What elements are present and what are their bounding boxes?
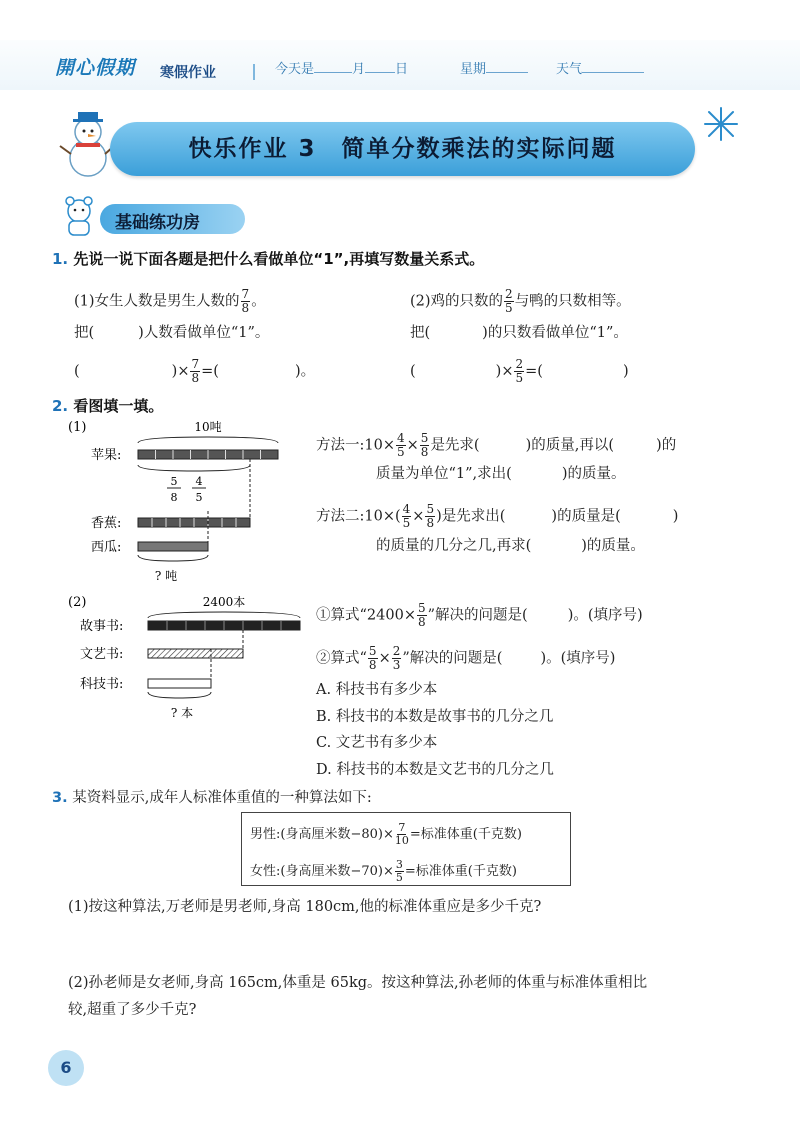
statement-1 (316, 602, 643, 629)
numerator: 4 (397, 431, 405, 445)
bear-icon (57, 193, 102, 238)
text: 男性:(身高厘米数−80)× (250, 827, 394, 842)
total-label: 10吨 (194, 420, 222, 434)
q1-part1-line3 (74, 358, 315, 385)
apple-bar (138, 450, 278, 459)
statement-2 (316, 645, 615, 672)
fraction (368, 645, 378, 672)
denominator: 8 (417, 615, 426, 629)
male-formula (250, 822, 522, 847)
header-subtitle: 寒假作业 (160, 65, 216, 81)
text: ) (622, 363, 629, 380)
text: 方法一:10× (316, 437, 395, 454)
q3-part2-line2: 较,超重了多少千克? (68, 1002, 197, 1018)
denominator: 3 (392, 658, 401, 672)
text: =标准体重(千克数) (404, 864, 517, 879)
snowflake-icon (703, 106, 739, 142)
text: ①算式“2400× (316, 607, 416, 624)
weather-field (556, 58, 644, 77)
denominator: 5 (395, 871, 403, 884)
day-blank[interactable] (365, 60, 395, 73)
text: )。(填序号) (567, 607, 643, 624)
text: × (412, 508, 425, 525)
text: )是先求出( (436, 508, 506, 525)
text: )的 (656, 437, 677, 454)
option-b: B. 科技书的本数是故事书的几分之几 (316, 709, 554, 725)
weather-label: 天气 (556, 62, 583, 77)
text: 女性:(身高厘米数−70)× (250, 864, 394, 879)
diagram-2 (66, 590, 306, 725)
female-formula (250, 859, 517, 884)
page-title: 快乐作业 3 简单分数乘法的实际问题 (188, 136, 617, 162)
unknown-label: ? 吨 (154, 569, 178, 583)
text: ”解决的问题是( (427, 607, 528, 624)
q3-number: 3. (52, 790, 68, 806)
numerator: 2 (515, 357, 524, 371)
q1-part2-line2 (410, 326, 628, 341)
fraction (402, 503, 412, 530)
fraction (396, 432, 406, 459)
fraction (504, 288, 514, 315)
q1-p1-post: 。 (251, 293, 266, 310)
text: 把( (74, 325, 95, 341)
text: )的质量。 (581, 538, 645, 554)
q3-text: 某资料显示,成年人标准体重值的一种算法如下: (72, 790, 372, 806)
numerator: 7 (241, 287, 250, 301)
q1-text: 先说一说下面各题是把什么看做单位“1”,再填写数量关系式。 (73, 250, 485, 268)
banana-bar (138, 518, 250, 527)
method2-line1 (316, 503, 678, 530)
fraction (514, 358, 524, 385)
numerator: 3 (395, 858, 403, 871)
header-divider (253, 64, 255, 80)
row-label: 香蕉: (91, 516, 122, 531)
story-books-bar (148, 621, 300, 630)
row-label: 文艺书: (80, 647, 124, 662)
text: )的质量。 (561, 466, 626, 482)
date-label: 今天是 (275, 62, 315, 77)
numerator: 2 (392, 644, 401, 658)
numerator: 5 (368, 644, 377, 658)
text: 质量为单位“1”,求出( (376, 466, 512, 482)
text: )人数看做单位“1”。 (138, 325, 270, 341)
month-label: 月 (352, 62, 366, 77)
denominator: 8 (420, 445, 429, 459)
weekday-blank[interactable] (486, 60, 528, 73)
frac-a-num: 5 (170, 475, 178, 488)
diagram-label: (1) (68, 420, 87, 435)
fraction (395, 859, 404, 884)
total-label: 2400本 (202, 595, 246, 609)
q2-heading (52, 395, 163, 416)
numerator: 7 (398, 821, 406, 834)
row-label: 西瓜: (91, 540, 122, 555)
weekday-field (460, 58, 528, 77)
q1-p2-text: (2)鸡的只数的 (410, 293, 504, 310)
numerator: 7 (191, 357, 200, 371)
section-title: 基础练功房 (115, 213, 200, 233)
text: ( (410, 363, 416, 380)
row-label: 故事书: (80, 619, 124, 634)
text: )的质量,再以( (525, 437, 615, 454)
row-label: 苹果: (91, 448, 122, 463)
q1-part1-line2 (74, 326, 269, 341)
fraction (420, 432, 430, 459)
denominator: 8 (426, 516, 435, 530)
fraction (425, 503, 435, 530)
denominator: 8 (368, 658, 377, 672)
method2-line2 (376, 539, 645, 554)
numerator: 5 (417, 601, 426, 615)
q1-part1 (74, 288, 266, 315)
fraction (417, 602, 427, 629)
q1-heading (52, 248, 484, 269)
q1-p2-post: 与鸭的只数相等。 (514, 293, 631, 310)
numerator: 4 (402, 502, 411, 516)
watermelon-bar (138, 542, 208, 551)
row-label: 科技书: (80, 677, 124, 692)
text: )。 (294, 363, 316, 380)
q1-p1-text: (1)女生人数是男生人数的 (74, 293, 240, 310)
text: × (406, 437, 419, 454)
frac-a-den: 8 (170, 491, 178, 504)
denominator: 5 (397, 445, 405, 459)
text: 把( (410, 325, 431, 341)
denominator: 5 (402, 516, 411, 530)
option-a: A. 科技书有多少本 (316, 682, 438, 698)
text: )的质量是( (551, 508, 621, 525)
denominator: 5 (505, 301, 513, 315)
logo: 開心假期 (55, 57, 136, 79)
fraction (190, 358, 200, 385)
fraction (241, 288, 251, 315)
science-books-bar (148, 679, 211, 688)
text: ( (74, 363, 80, 380)
diagram-1 (66, 415, 296, 585)
method1-line2 (376, 467, 626, 482)
numerator: 5 (420, 431, 429, 445)
method1-line1 (316, 432, 676, 459)
diagram-label: (2) (68, 595, 87, 610)
q1-part2-line3 (410, 358, 629, 385)
option-d: D. 科技书的本数是文艺书的几分之几 (316, 762, 554, 778)
weekday-label: 星期 (460, 62, 487, 77)
snowman-icon (58, 108, 116, 180)
fraction (392, 645, 402, 672)
text: ”解决的问题是( (402, 650, 503, 667)
text: )的只数看做单位“1”。 (482, 325, 628, 341)
weather-blank[interactable] (582, 60, 644, 73)
text: 方法二:10×( (316, 508, 401, 525)
day-label: 日 (395, 62, 409, 77)
denominator: 8 (191, 371, 200, 385)
unknown-label: ? 本 (170, 706, 194, 720)
text: )。(填序号) (540, 650, 616, 667)
text: 的质量的几分之几,再求( (376, 538, 532, 554)
q2-text: 看图填一填。 (73, 397, 164, 415)
fraction (395, 822, 409, 847)
q1-part2 (410, 288, 631, 315)
text: )× (495, 363, 514, 380)
q3-part2-line1: (2)孙老师是女老师,身高 165cm,体重是 65kg。按这种算法,孙老师的体重与标准体重相比 (68, 975, 648, 991)
page-number: 6 (48, 1050, 84, 1086)
numerator: 5 (426, 502, 435, 516)
text: =( (201, 363, 219, 380)
denominator: 8 (241, 301, 250, 315)
date-field (275, 58, 408, 77)
text: × (378, 650, 391, 667)
denominator: 5 (515, 371, 524, 385)
q3-part1: (1)按这种算法,万老师是男老师,身高 180cm,他的标准体重应是多少千克? (68, 899, 542, 915)
frac-b-num: 4 (195, 475, 203, 488)
literature-books-bar (148, 649, 243, 658)
denominator: 10 (394, 834, 409, 847)
q3-heading (52, 786, 372, 807)
text: ②算式“ (316, 650, 367, 667)
numerator: 2 (505, 287, 513, 301)
option-c: C. 文艺书有多少本 (316, 735, 438, 751)
text: =标准体重(千克数) (409, 827, 522, 842)
text: )× (171, 363, 190, 380)
text: ) (672, 508, 679, 525)
month-blank[interactable] (314, 60, 352, 73)
text: 是先求( (430, 437, 480, 454)
text: =( (525, 363, 543, 380)
q1-number: 1. (52, 250, 69, 268)
q2-number: 2. (52, 397, 69, 415)
frac-b-den: 5 (195, 491, 203, 504)
